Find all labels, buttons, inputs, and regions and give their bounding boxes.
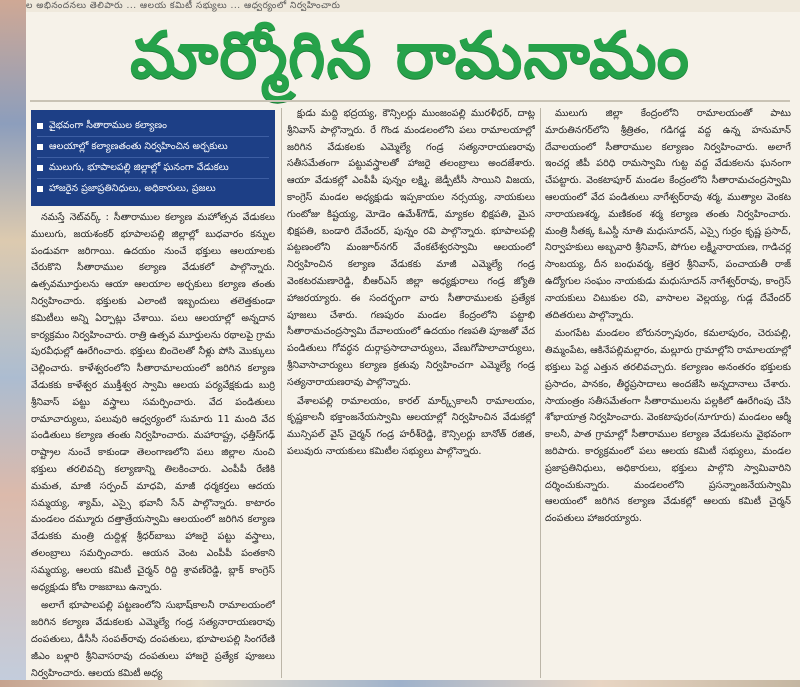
highlight-text: ఆలయాల్లో కల్యాణతంతు నిర్వహించిన అర్చకులు (49, 141, 228, 152)
article-paragraph: మంగపేట మండలం బోరునర్సాపురం, కమలాపురం, చెరుపల్లి, తిమ్మంపేట, ఆకినేపల్లిమల్లారం, మల్లూరు గ్రామాల్లోని రామాలయాల్లో భక్తులు పెద్ద ఎత్తున తరలివచ్చారు. కల్యాణం అనంతరం భక్తులకు ప్రసాదం, పానకం, తీర్థప్రసాదాలు అందజేసి అన్నదానాలు చేశారు. సాయంత్రం సతీసమేతంగా సీతారాములను పల్లకిలో ఊరేగింపు చేసి శోభాయాత్ర నిర్వహించారు. వెంకటాపురం(నూగూరు) మండలం ఆర్మీ కాలనీ, పాత గ్రామాల్లో సీతారాముల కల్యాణ వేడుకలను వైభవంగా జరిపారు. కార్యక్రమంలో పలు ఆలయ కమిటీ సభ్యులు, మండల ప్రజాప్రతినిధులు, అధికారులు, భక్తులు పాల్గొని స్వామివారిని దర్శించుకున్నారు. మండలంలోని ప్రసన్నాంజనేయస్వామి ఆలయంలో జరిగిన కల్యాణ వేడుకల్లో ఆలయ కమిటీ చైర్మన్‌ దంపతులు హాజరయ్యారు. (545, 328, 791, 525)
headline-divider (30, 100, 790, 102)
adjacent-page-strip (0, 0, 26, 687)
highlight-item (37, 116, 269, 137)
article-paragraph: క్షుడు మద్ది భద్రయ్య, కౌన్సిలర్లు ముంజంపల్లి మురళీధర్‌, దాట్ల శ్రీనివాస్‌ పాల్గొన్నారు. రే గొండ మండలంలోని పలు రామాలయాల్లో జరిగిన వేడుకలకు ఎమ్మెల్యే గండ్ర సత్యనారాయణరావు సతీసమేతంగా పట్టువస్త్రాలతో హాజరై తలంబ్రాలు అందజేశారు. ఆయా వేడుకల్లో ఎంపీపీ పున్నం లక్ష్మి, జెడ్పీటీసీ సాయిని విజయ, కాంగ్రెస్‌ మండల అధ్యక్షుడు ఇప్పకాయల నర్సయ్య, నాయకులు గుంటోజు కిష్టయ్య, మోడెం ఉమేశ్‌గౌడ్‌, మ్యాకల భిక్షపతి, మైస భిక్షపతి, బండారి దేవేందర్‌, పున్నం రవి పాల్గొన్నారు. భూపాలపల్లి పట్టణంలోని మంజూర్‌నగర్‌ వేంకటేశ్వరస్వామి ఆలయంలో నిర్వహించిన కల్యాణ వేడుకకు మాజీ ఎమ్మెల్యే గండ్ర వెంకటరమణారెడ్డి, బీఆర్‌ఎస్‌ జిల్లా అధ్యక్షురాలు గండ్ర జ్యోతి హాజరయ్యారు. ఈ సందర్భంగా వారు సీతారాములకు ప్రత్యేక పూజలు చేశారు. గణపురం మండల కేంద్రంలోని పట్టాభి సీతారామచంద్రస్వామి దేవాలయంలో ఉదయం గణపతి పూజతో వేద పండితులు గోవర్ధన దుర్గాప్రసాదాచార్యులు, వేణుగోపాలాచార్యులు, శ్రీనివాసాచార్యులు కల్యాణ క్రతువు నిర్వహించగా ఎమ్మెల్యే గండ్ర సత్యనారాయణరావు పాల్గొన్నారు. (287, 108, 535, 388)
highlight-text: వైభవంగా సీతారాముల కల్యాణం (49, 120, 167, 131)
highlight-item (37, 158, 269, 179)
article-column-1 (31, 210, 275, 680)
article-column-3 (545, 106, 791, 681)
square-bullet-icon (37, 144, 43, 150)
previous-article-strip: ల అభినందనలు తెలిపారు ... ఆలయ కమిటీ సభ్యులు ... ఆధ్వర్యంలో నిర్వహించారు (26, 0, 800, 12)
article-headline: మార్మోగిన రామనామం (129, 19, 691, 93)
article-column-2 (287, 106, 535, 681)
article-paragraph: నమస్తే నెట్‌వర్క్‌ : సీతారాముల కల్యాణ మహోత్సవ వేడుకలు ములుగు, జయశంకర్‌ భూపాలపల్లి జిల్లాల్లో బుధవారం కన్నుల పండువగా జరిగాయి. ఉదయం నుంచే భక్తులు ఆలయాలకు చేరుకొని సీతారాముల కల్యాణ వేడుకలో పాల్గొన్నారు. ఉత్సవమూర్తులను ఆయా ఆలయాల అర్చకులు కల్యాణ తంతు నిర్వహించారు. భక్తులకు ఎలాంటి ఇబ్బందులు తలెత్తకుండా కమిటీలు అన్ని ఏర్పాట్లు చేశాయి. పలు ఆలయాల్లో అన్నదాన కార్యక్రమం నిర్వహించారు. రాత్రి ఉత్సవ మూర్తులను రథాలపై గ్రామ పురవీధుల్లో ఊరేగించారు. భక్తులు బిందెలతో నీళ్లు పోసి మొక్కులు చెల్లించారు. కాళేశ్వరంలోని సీతారామాలయంలో జరిగిన కల్యాణ వేడుకకు కాళేశ్వర ముక్తీశ్వర స్వామి ఆలయ పర్యవేక్షకుడు బుర్రి శ్రీనివాస్‌ పట్టు వస్త్రాలు సమర్పించారు. వేద పండితులు రామాచార్యులు, పలువురి ఆధ్వర్యంలో సుమారు 11 మంది వేద పండితులు కల్యాణ తంతు నిర్వహించారు. మహారాష్ట్ర, ఛత్తీస్‌గఢ్‌ రాష్ట్రాల నుంచే కాకుండా తెలంగాణలోని పలు జిల్లాల నుంచి భక్తులు తరలివచ్చి కల్యాణాన్ని తిలకించారు. ఎంపీపీ రేణికి మమత, మాజీ సర్పంచ్‌ మాధవి, మాజీ ధర్మకర్తలు ఆదయ సమ్మయ్య, శ్యామ్‌, ఎస్సై భవానీ సేన్‌ పాల్గొన్నారు. కాటారం మండలం దమ్మూరు దత్తాత్రేయస్వామి ఆలయంలో జరిగిన కల్యాణ వేడుకకు మంత్రి దుద్దిళ్ల శ్రీధర్‌బాబు హాజరై పట్టు వస్త్రాలు, తలంబ్రాలు సమర్పించారు. ఆయన వెంట ఎంపీపీ పంతకాని సమ్మయ్య, ఆలయ కమిటీ చైర్మన్‌ రిద్ది శ్రావణ్‌రెడ్డి, బ్లాక్‌ కాంగ్రెస్‌ అధ్యక్షుడు కోట రాజబాబు ఉన్నారు. (31, 212, 275, 593)
square-bullet-icon (37, 123, 43, 129)
column-divider (540, 108, 541, 678)
highlight-item (37, 137, 269, 158)
square-bullet-icon (37, 165, 43, 171)
highlights-box (31, 110, 275, 206)
highlight-text: ములుగు, భూపాలపల్లి జిల్లాల్లో ఘనంగా వేడుకలు (49, 162, 229, 173)
highlight-text: హాజరైన ప్రజాప్రతినిధులు, అధికారులు, ప్రజలు (49, 183, 216, 194)
column-divider (281, 108, 282, 678)
page-bottom-edge (0, 680, 800, 687)
article-paragraph: అలాగే భూపాలపల్లి పట్టణంలోని సుభాష్‌కాలనీ రామాలయంలో జరిగిన కల్యాణ వేడుకలకు ఎమ్మెల్యే గండ్ర సత్యనారాయణరావు దంపతులు, డీసీసీ సంపత్‌రావు దంపతులు, భూపాలపల్లి సింగరేణి జీఎం బళ్లారి శ్రీనివాసరావు దంపతులు హాజరై ప్రత్యేక పూజలు నిర్వహించారు. ఆలయ కమిటీ అధ్య (31, 600, 275, 679)
highlight-item (37, 179, 269, 199)
article-paragraph: ములుగు జిల్లా కేంద్రంలోని రామాలయంతో పాటు మారుతినగర్‌లోని శ్రీ‌త్రి‌తం, గడిగడ్డ వద్ద ఉన్న హనుమాన్‌ దేవాలయంలో సీతారాముల కల్యాణం నిర్వహించారు. అలాగే ఇంచర్ల జీపీ పరిధి రామస్వామి గుట్ట వద్ద వేడుకలను ఘనంగా చేపట్టారు. వెంకటాపూర్‌ మండల కేంద్రంలోని సీతారామచంద్రస్వామి ఆలయంలో వేద పండితులు నాగేశ్వర్‌రావు శర్మ, ముత్యాల వెంకట నారాయణశర్మ, మణికంఠ శర్మ కల్యాణ తంతు నిర్వహించారు. మంత్రి సీతక్క ఓఎస్డీ నూతి మధుసూదన్‌, ఎస్సై గుర్రం కృష్ణ ప్రసాద్‌, నిర్వాహకులు అబ్బవారి శ్రీనివాస్‌, పోగుల లక్ష్మీనారాయణ, గాడిచర్ల సాంబయ్య, దీన బంధువర్మ, కత్తెర శ్రీనివాస్‌, పంచాయతీ రాజ్‌ ఉద్యోగుల సంఘం నాయకుడు మధుసూదన్‌ నాగేశ్వర్‌రావు, కాంగ్రెస్‌ నాయకులు చిటుకుల రవి, వాసాలల వెల్లయ్య, గుడ్ల దేవేందర్‌ తదితరులు పాల్గొన్నారు. (545, 108, 791, 321)
article-paragraph: వేశాలపల్లి రామాలయం, కారల్‌ మార్క్స్‌కాలనీ రామాలయం, కృష్ణకాలనీ భక్తాంజనేయస్వామి ఆలయాల్లో నిర్వహించిన వేడుకల్లో మున్సిపల్‌ వైస్‌ చైర్మన్‌ గండ్ర హరీశ్‌రెడ్డి, కౌన్సిలర్లు బానోత్‌ రజిత, పలువురు నాయకులు కమిటీల సభ్యులు పాల్గొన్నారు. (287, 395, 535, 457)
square-bullet-icon (37, 186, 43, 192)
